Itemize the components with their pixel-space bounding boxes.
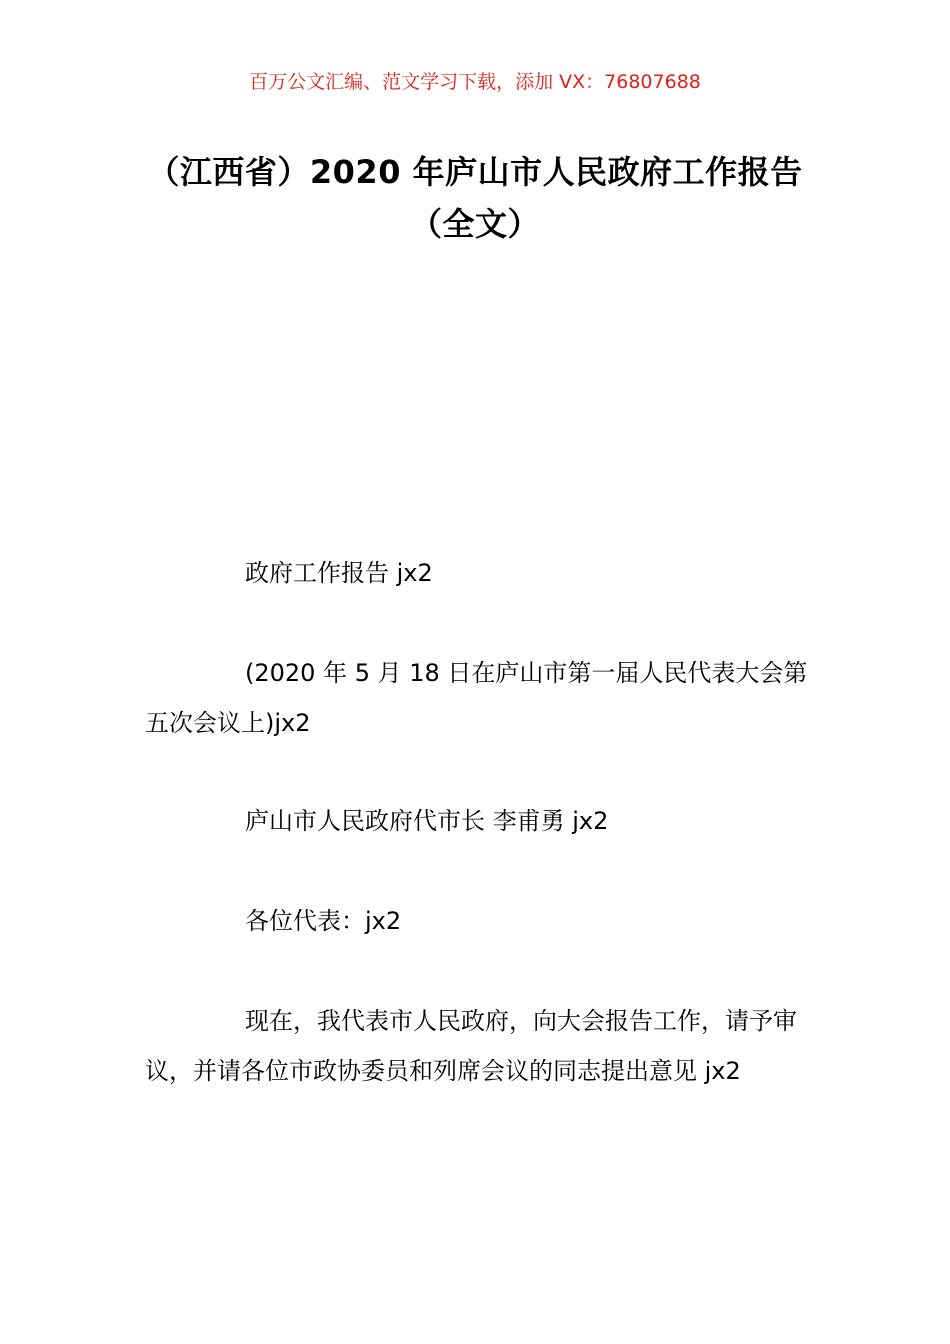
paragraph-salutation: 各位代表：jx2	[245, 907, 402, 935]
paragraph-meeting-info: (2020 年 5 月 18 日在庐山市第一届人民代表大会第五次会议上)jx2	[145, 659, 808, 737]
document-title: （江西省）2020 年庐山市人民政府工作报告（全文）	[147, 153, 803, 243]
paragraph-speaker: 庐山市人民政府代市长 李甫勇 jx2	[245, 807, 609, 835]
paragraph-opening: 现在，我代表市人民政府，向大会报告工作，请予审议，并请各位市政协委员和列席会议的同志提出意见 jx2	[145, 1007, 797, 1085]
header-note: 百万公文汇编、范文学习下载，添加 VX：76807688	[249, 71, 701, 93]
paragraph-report-name: 政府工作报告 jx2	[245, 559, 433, 587]
